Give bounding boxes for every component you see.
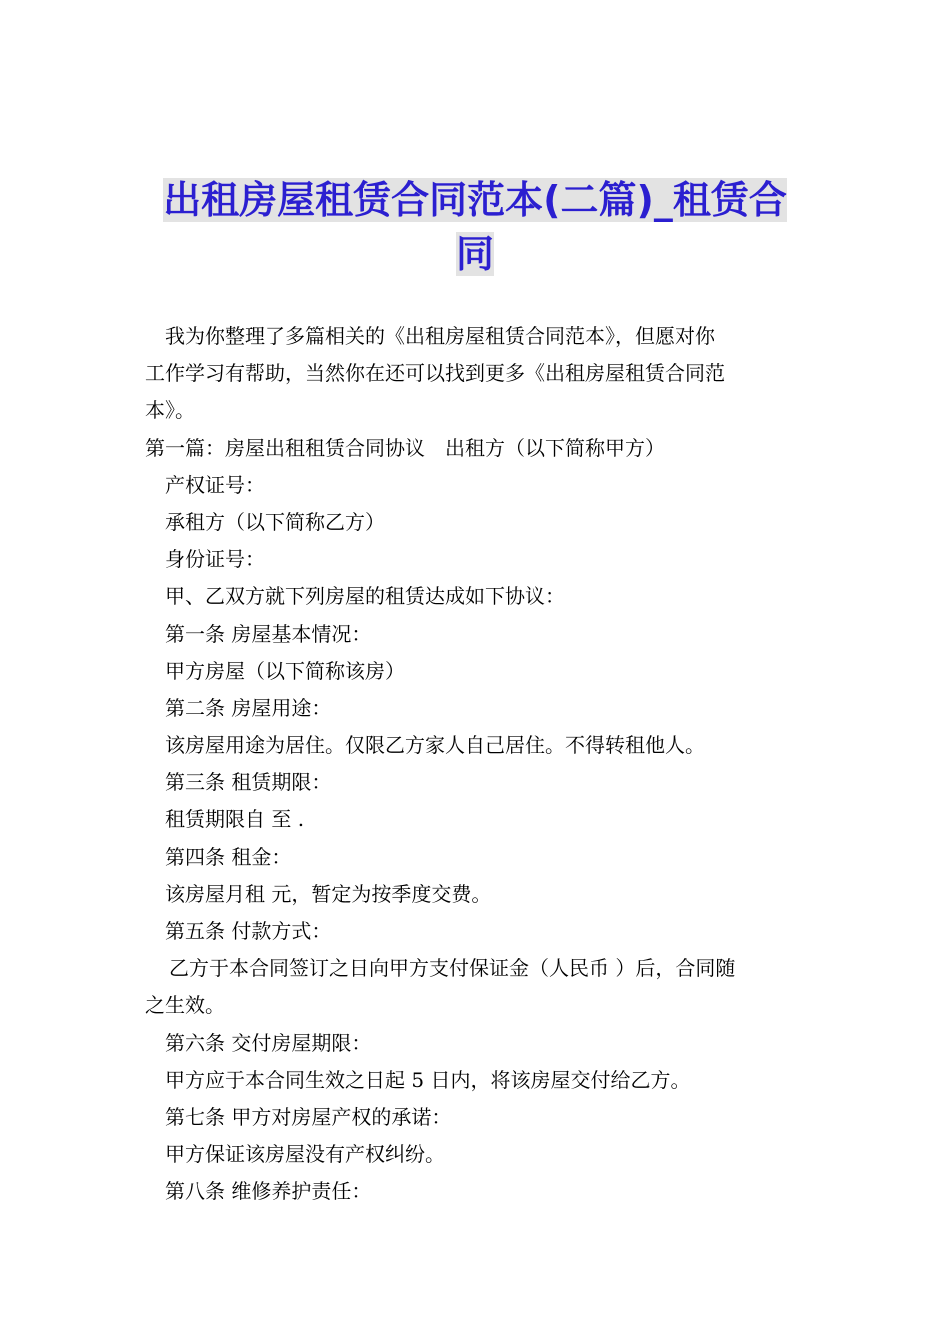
title-line-1: 出租房屋租赁合同范本(二篇)_租赁合: [163, 178, 787, 222]
body-line: 第二条 房屋用途：: [165, 695, 332, 720]
body-line: 之生效。: [145, 993, 225, 1018]
body-line: 乙方于本合同签订之日向甲方支付保证金（人民币 ）后，合同随: [169, 956, 736, 981]
document-body: [145, 318, 810, 1211]
body-line: 甲方保证该房屋没有产权纠纷。: [165, 1142, 445, 1167]
body-line: 本》。: [145, 398, 195, 423]
body-line: 第七条 甲方对房屋产权的承诺：: [165, 1104, 452, 1129]
body-line: 身份证号：: [165, 547, 265, 572]
body-line: 产权证号：: [165, 472, 265, 497]
body-line: 该房屋月租 元，暂定为按季度交费。: [165, 881, 492, 906]
body-line: 租赁期限自 至 .: [165, 807, 305, 832]
body-line: 甲方应于本合同生效之日起 5 日内，将该房屋交付给乙方。: [165, 1067, 691, 1092]
body-line: 第六条 交付房屋期限：: [165, 1030, 372, 1055]
body-line: 甲方房屋（以下简称该房）: [165, 658, 405, 683]
body-line: 工作学习有帮助，当然你在还可以找到更多《出租房屋租赁合同范: [145, 361, 725, 386]
body-line: 第四条 租金：: [165, 844, 292, 869]
body-line: 我为你整理了多篇相关的《出租房屋租赁合同范本》，但愿对你: [165, 324, 715, 348]
body-line: 承租方（以下简称乙方）: [165, 509, 385, 534]
body-line: 该房屋用途为居住。仅限乙方家人自己居住。不得转租他人。: [165, 733, 705, 758]
body-line: 第三条 租赁期限：: [165, 770, 332, 795]
body-line: 第五条 付款方式：: [165, 919, 332, 943]
title-line-2: 同: [455, 232, 494, 276]
document-title: [140, 173, 810, 281]
body-line: 第一条 房屋基本情况：: [165, 621, 372, 646]
body-line: 甲、乙双方就下列房屋的租赁达成如下协议：: [165, 584, 565, 609]
body-line: 第八条 维修养护责任：: [165, 1179, 372, 1204]
body-line: 第一篇：房屋出租租赁合同协议 出租方（以下简称甲方）: [145, 435, 665, 460]
